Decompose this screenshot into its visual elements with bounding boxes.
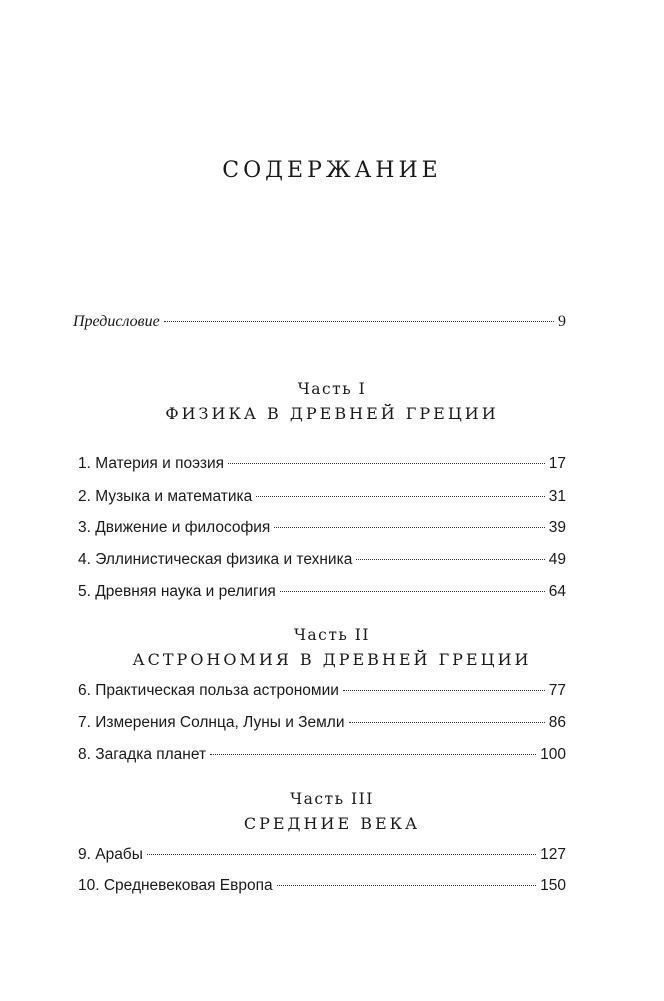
toc-entry[interactable] [78,551,566,575]
toc-entry[interactable] [78,519,566,543]
leader-dots [228,463,545,464]
toc-entry[interactable] [78,455,566,479]
toc-entry-page: 31 [548,488,566,505]
leader-dots [356,559,544,560]
toc-entry[interactable] [78,583,566,607]
toc-entry-title: 8. Загадка планет [78,746,207,763]
toc-entry-title: 7. Измерения Солнца, Луны и Земли [78,714,345,731]
toc-entry-page: 39 [548,519,566,536]
part-title: АСТРОНОМИЯ В ДРЕВНЕЙ ГРЕЦИИ [132,650,532,669]
leader-dots [210,754,536,755]
toc-entry-page: 64 [548,583,566,600]
toc-entry-page: 17 [548,455,566,472]
toc-entry[interactable] [78,877,566,901]
part-label: Часть III [290,790,374,808]
toc-entry-page: 127 [540,846,566,863]
toc-entry-title: 4. Эллинистическая физика и техника [78,551,353,568]
toc-entry-title: 1. Материя и поэзия [78,455,224,472]
toc-entry[interactable] [78,682,566,706]
toc-entry-title: Предисловие [73,313,160,330]
part-title: СРЕДНИЕ ВЕКА [243,814,421,833]
toc-entry-title: 9. Арабы [78,846,143,863]
leader-dots [274,527,544,528]
leader-dots [349,722,545,723]
toc-entry-title: 5. Древняя наука и религия [78,583,276,600]
toc-entry[interactable] [78,714,566,738]
page-title: СОДЕРЖАНИЕ [222,158,442,183]
toc-entry-title: 2. Музыка и математика [78,488,253,505]
toc-entry-preface[interactable] [73,313,566,337]
toc-entry-page: 49 [548,551,566,568]
toc-entry[interactable] [78,746,566,770]
part-label: Часть I [297,380,367,398]
leader-dots [256,496,545,497]
toc-entry-title: 10. Средневековая Европа [78,877,273,894]
part-title: ФИЗИКА В ДРЕВНЕЙ ГРЕЦИИ [165,404,499,423]
toc-entry[interactable] [78,488,566,512]
toc-entry-page: 9 [558,313,566,330]
leader-dots [343,690,545,691]
leader-dots [164,321,554,322]
toc-entry-page: 100 [540,746,566,763]
toc-entry-page: 86 [548,714,566,731]
leader-dots [147,854,536,855]
leader-dots [277,885,536,886]
toc-entry-page: 150 [540,877,566,894]
part-label: Часть II [293,626,371,644]
toc-entry[interactable] [78,846,566,870]
toc-entry-title: 3. Движение и философия [78,519,271,536]
toc-entry-title: 6. Практическая польза астрономии [78,682,339,699]
leader-dots [280,591,545,592]
toc-entry-page: 77 [548,682,566,699]
